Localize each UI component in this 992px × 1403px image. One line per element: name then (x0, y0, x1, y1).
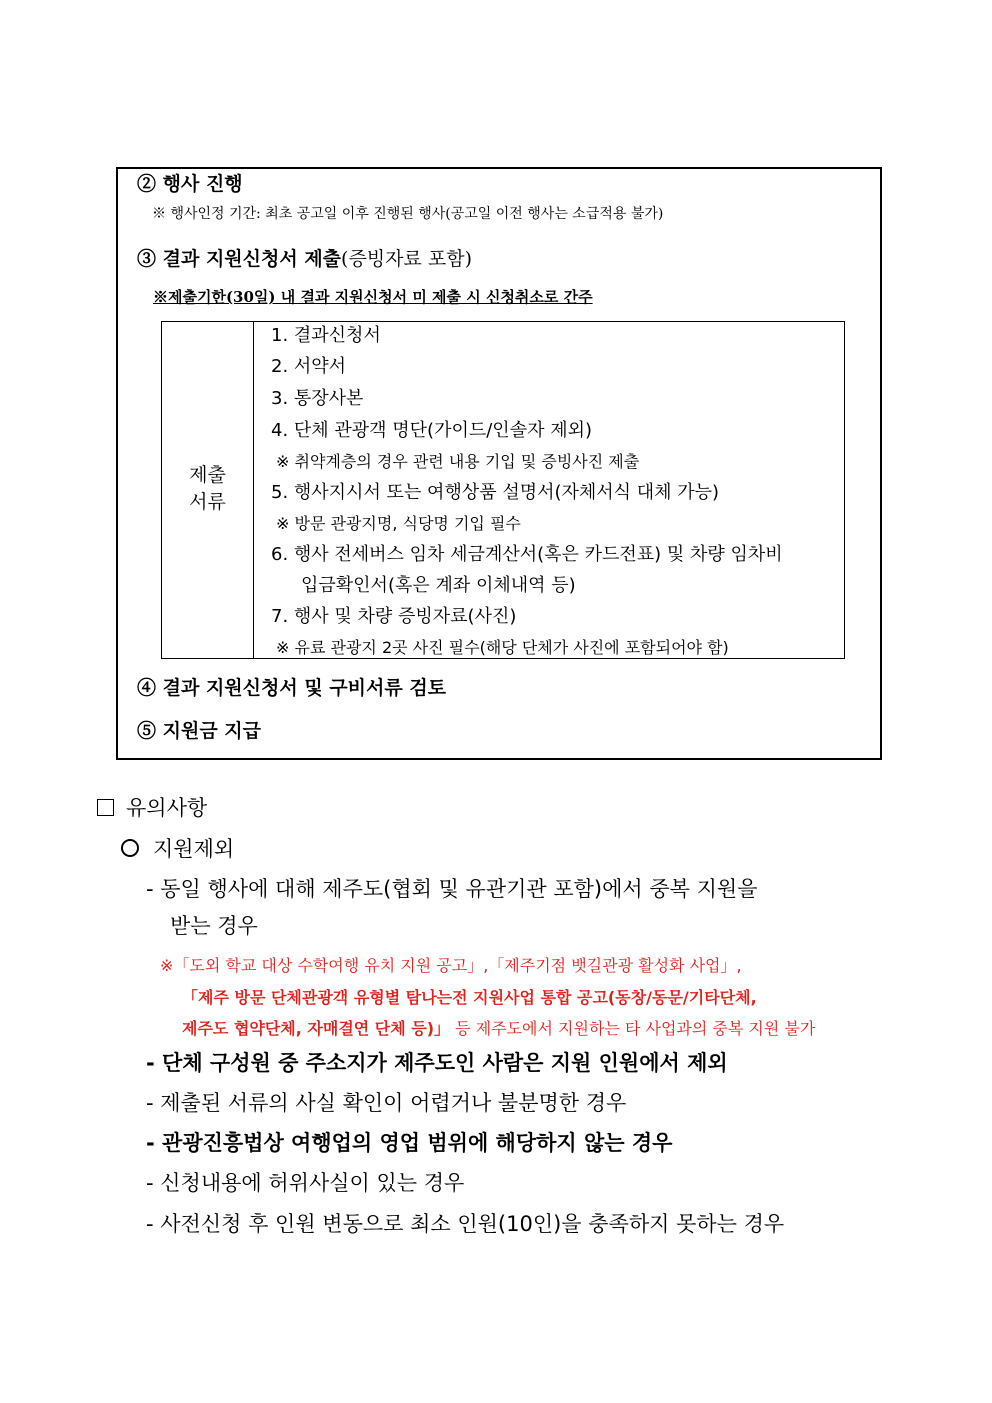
checkbox-square-icon (97, 799, 114, 816)
red-note-line1: ※「도외 학교 대상 수학여행 유치 지원 공고」,「제주기점 뱃길관광 활성화 사업」, (160, 956, 742, 975)
doc-item-3: 3. 통장사본 (271, 388, 364, 409)
exclusion-item-3: - 제출된 서류의 사실 확인이 어렵거나 불분명한 경우 (146, 1091, 627, 1115)
table-divider (253, 322, 254, 658)
exclusion-item-1-line1: - 동일 행사에 대해 제주도(협회 및 유관기관 포함)에서 중복 지원을 (146, 877, 758, 901)
doc-item-6-cont: 입금확인서(혹은 계좌 이체내역 등) (301, 575, 576, 596)
doc-item-4-note: ※ 취약계층의 경우 관련 내용 기입 및 증빙사진 제출 (276, 452, 640, 471)
exclusion-item-2: - 단체 구성원 중 주소지가 제주도인 사람은 지원 인원에서 제외 (146, 1051, 728, 1075)
exclusion-heading (121, 833, 234, 863)
step-4-title: ④ 결과 지원신청서 및 구비서류 검토 (137, 677, 447, 699)
step-5-title: ⑤ 지원금 지급 (137, 720, 261, 742)
red-note-line2: 「제주 방문 단체관광객 유형별 탐나는전 지원사업 통합 공고(동창/동문/기타단체, (182, 988, 757, 1007)
notes-section-heading (97, 792, 207, 822)
circle-bullet-icon (121, 839, 139, 857)
step-3-note: ※제출기한(30일) 내 결과 지원신청서 미 제출 시 신청취소로 간주 (153, 288, 593, 306)
doc-item-2: 2. 서약서 (271, 356, 347, 377)
step-3-title-suffix: (증빙자료 포함) (341, 248, 473, 270)
exclusion-item-4: - 관광진흥법상 여행업의 영업 범위에 해당하지 않는 경우 (146, 1131, 673, 1155)
documents-label: 제출 서류 (189, 464, 226, 513)
doc-item-1: 1. 결과신청서 (271, 325, 381, 346)
step-3-title: ③ 결과 지원신청서 제출 (137, 248, 342, 270)
doc-item-6: 6. 행사 전세버스 임차 세금계산서(혹은 카드전표) 및 차량 임차비 (271, 544, 783, 565)
doc-item-7: 7. 행사 및 차량 증빙자료(사진) (271, 606, 517, 627)
doc-item-5-note: ※ 방문 관광지명, 식당명 기입 필수 (276, 514, 521, 533)
notes-section-title: 유의사항 (126, 796, 208, 820)
exclusion-item-5: - 신청내용에 허위사실이 있는 경우 (146, 1171, 465, 1195)
step-3-heading (137, 244, 472, 271)
exclusion-title: 지원제외 (153, 837, 235, 861)
red-note-line3: 제주도 협약단체, 자매결연 단체 등)」 등 제주도에서 지원하는 타 사업과의 중복 지원 불가 (182, 1019, 816, 1038)
doc-item-7-note: ※ 유료 관광지 2곳 사진 필수(해당 단체가 사진에 포함되어야 함) (276, 638, 729, 657)
step-2-title: ② 행사 진행 (137, 173, 243, 195)
exclusion-item-6: - 사전신청 후 인원 변동으로 최소 인원(10인)을 충족하지 못하는 경우 (146, 1212, 785, 1236)
exclusion-item-1-line2: 받는 경우 (170, 914, 258, 938)
step-2-note: ※ 행사인정 기간: 최초 공고일 이후 진행된 행사(공고일 이전 행사는 소급적용 불가) (152, 206, 664, 222)
doc-item-5: 5. 행사지시서 또는 여행상품 설명서(자체서식 대체 가능) (271, 482, 720, 503)
doc-item-4: 4. 단체 관광객 명단(가이드/인솔자 제외) (271, 420, 592, 441)
